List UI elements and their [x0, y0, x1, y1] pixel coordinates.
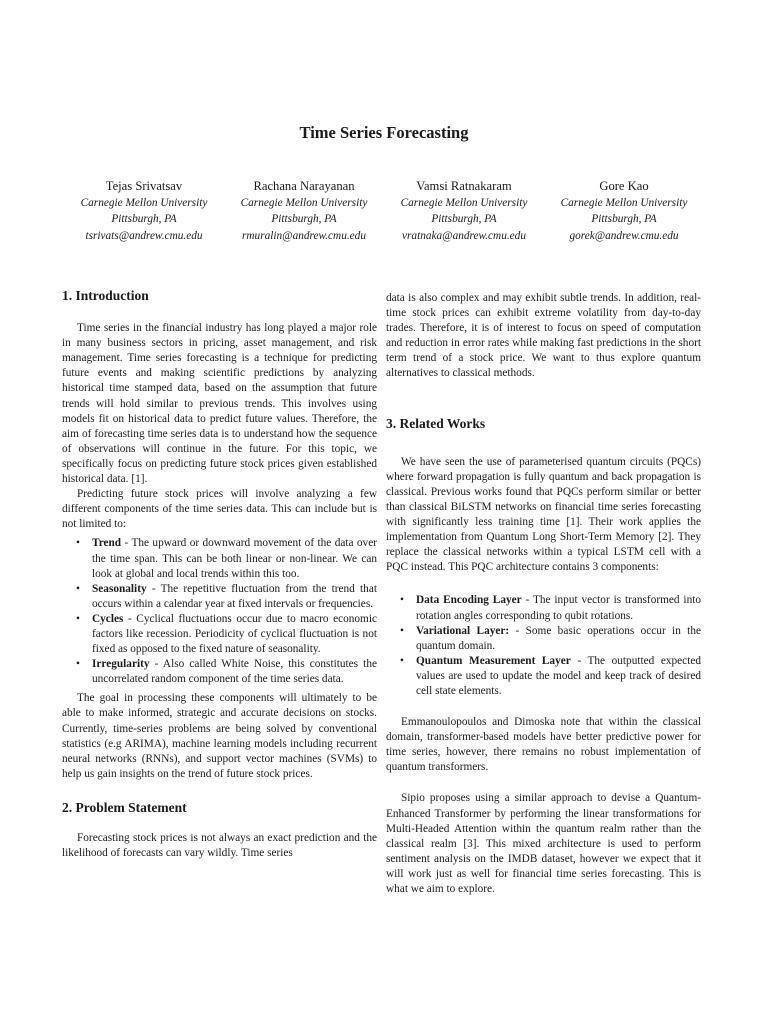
list-item: [62, 582, 377, 612]
author-email[interactable]: gorek@andrew.cmu.edu: [569, 229, 679, 242]
list-text: - The upward or downward movement of the data over the time span. This can be both linear or non-linear. We can look at global and local trends within this too.: [92, 537, 377, 580]
bullet-icon: •: [76, 537, 80, 550]
list-item: [386, 593, 701, 623]
bullet-icon: •: [76, 612, 80, 625]
intro-paragraph-2: Predicting future stock prices will involve analyzing a few different components of the time series data. This can include but is not limited to:: [62, 488, 377, 531]
author-affiliation: Carnegie Mellon University: [560, 196, 688, 209]
author-1: [66, 178, 222, 244]
author-name: Tejas Srivatsav: [105, 179, 183, 193]
author-4: [546, 178, 702, 244]
list-term: Data Encoding Layer: [416, 594, 522, 607]
author-affiliation: Carnegie Mellon University: [400, 196, 528, 209]
author-email[interactable]: tsrivats@andrew.cmu.edu: [85, 229, 203, 242]
list-term: Variational Layer:: [416, 624, 510, 637]
list-term: Cycles: [92, 612, 124, 625]
list-text: - Some basic operations occur in the quantum domain.: [416, 624, 701, 652]
right-column: [386, 291, 701, 897]
list-item: [62, 612, 377, 657]
section-heading-problem-statement: 2. Problem Statement: [62, 799, 187, 815]
list-term: Quantum Measurement Layer: [416, 654, 571, 667]
list-text: - The outputted expected values are used to update the model and keep track of desired cell state elements.: [416, 654, 701, 697]
bullet-icon: •: [76, 582, 80, 595]
section-heading-related-works: 3. Related Works: [386, 415, 486, 431]
list-term: Seasonality: [92, 582, 147, 595]
author-location: Pittsburgh, PA: [111, 213, 177, 225]
author-affiliation: Carnegie Mellon University: [240, 196, 368, 209]
author-block: [66, 178, 702, 244]
author-name: Gore Kao: [599, 179, 649, 193]
left-column: [62, 288, 377, 861]
intro-paragraph-3: The goal in processing these components will ultimately to be able to make informed, strategic and accurate decisions on stocks. Currently, time-series problems are being solved by conventional statistics (e.g ARIMA), machine learning models including recurrent neural networks (RNNs), and support vector machines (SVMs) to help us gain insights on the trend of future stock prices.: [62, 692, 377, 780]
intro-paragraph-1: Time series in the financial industry has long played a major role in many business sectors in pricing, asset management, and risk management. Time series forecasting is a technique for predicting future events and making scientific predictions by analyzing historical time stamped data, based on the assumption that future trends will hold similar to previous trends. This involves using models fit on historical data to predict future values. Therefore, the aim of forecasting time series data is to understand how the sequence of observations will continue in the future. For this topic, we specifically focus on predicting future stock prices given established historical data. [1].: [62, 322, 377, 486]
paper-title: Time Series Forecasting: [299, 123, 469, 142]
list-item: [386, 624, 701, 654]
author-3: [386, 178, 542, 244]
list-item: [62, 657, 377, 687]
components-list: [62, 536, 377, 687]
list-text: - The input vector is transformed into rotation angles corresponding to qubit rotations.: [416, 594, 702, 622]
author-affiliation: Carnegie Mellon University: [80, 196, 208, 209]
author-email[interactable]: vratnaka@andrew.cmu.edu: [402, 229, 526, 242]
problem-paragraph-1: Forecasting stock prices is not always an exact prediction and the likelihood of forecasts can vary wildly. Time series: [62, 832, 377, 860]
problem-paragraph-continued: data is also complex and may exhibit subtle trends. In addition, real-time stock prices can exhibit extreme volatility from day-to-day trades. Therefore, it is of interest to focus on speed of computation and reduction in error rates while making fast predictions in the short term trend of a stock price. We want to thus explore quantum alternatives to classical methods.: [386, 292, 701, 380]
list-text: - The repetitive fluctuation from the trend that occurs within a calendar year at fixed intervals or frequencies.: [92, 582, 377, 610]
list-text: - Also called White Noise, this constitutes the uncorrelated random component of the time series data.: [92, 658, 377, 686]
list-term: Trend: [92, 537, 122, 550]
list-item: [386, 654, 701, 699]
list-text: - Cyclical fluctuations occur due to macro economic factors like recession. Periodicity of cyclical fluctuation is not fixed as opposed to the fixed nature of seasonality.: [92, 612, 377, 656]
list-term: Irregularity: [92, 658, 150, 671]
author-location: Pittsburgh, PA: [591, 213, 657, 225]
bullet-icon: •: [76, 658, 80, 671]
list-item: [62, 536, 377, 581]
bullet-icon: •: [400, 654, 404, 667]
section-heading-introduction: 1. Introduction: [62, 288, 149, 303]
related-paragraph-2: Emmanoulopoulos and Dimoska note that within the classical domain, transformer-based models have better predictive power for time series, however, there remains no robust implementation of quantum transformers.: [386, 716, 701, 774]
bullet-icon: •: [400, 624, 404, 637]
pqc-components-list: [386, 593, 701, 699]
related-paragraph-3: Sipio proposes using a similar approach to devise a Quantum-Enhanced Transformer by performing the linear transformations for Multi-Headed Attention within the quantum realm rather than the classical realm [3]. This mixed architecture is used to perform sentiment analysis on the IMDB dataset, however we expect that it will work just as well for financial time series forecasting. This is what we aim to explore.: [386, 792, 701, 895]
author-name: Rachana Narayanan: [253, 179, 355, 193]
related-paragraph-1: We have seen the use of parameterised quantum circuits (PQCs) where forward propagation is fully quantum and back propagation is classical. Previous works found that PQCs perform similar or better than classical BiLSTM networks on financial time series forecasting with significantly less training time [1]. Their work applies the implementation from Quantum Long Short-Term Memory [2]. They replace the classical networks within a typical LSTM cell with a PQC instead. This PQC architecture contains 3 components:: [386, 455, 701, 574]
author-2: [226, 178, 382, 244]
author-email[interactable]: rmuralin@andrew.cmu.edu: [242, 229, 366, 242]
author-name: Vamsi Ratnakaram: [416, 179, 512, 193]
bullet-icon: •: [400, 594, 404, 607]
author-location: Pittsburgh, PA: [431, 213, 497, 225]
author-location: Pittsburgh, PA: [271, 213, 337, 225]
